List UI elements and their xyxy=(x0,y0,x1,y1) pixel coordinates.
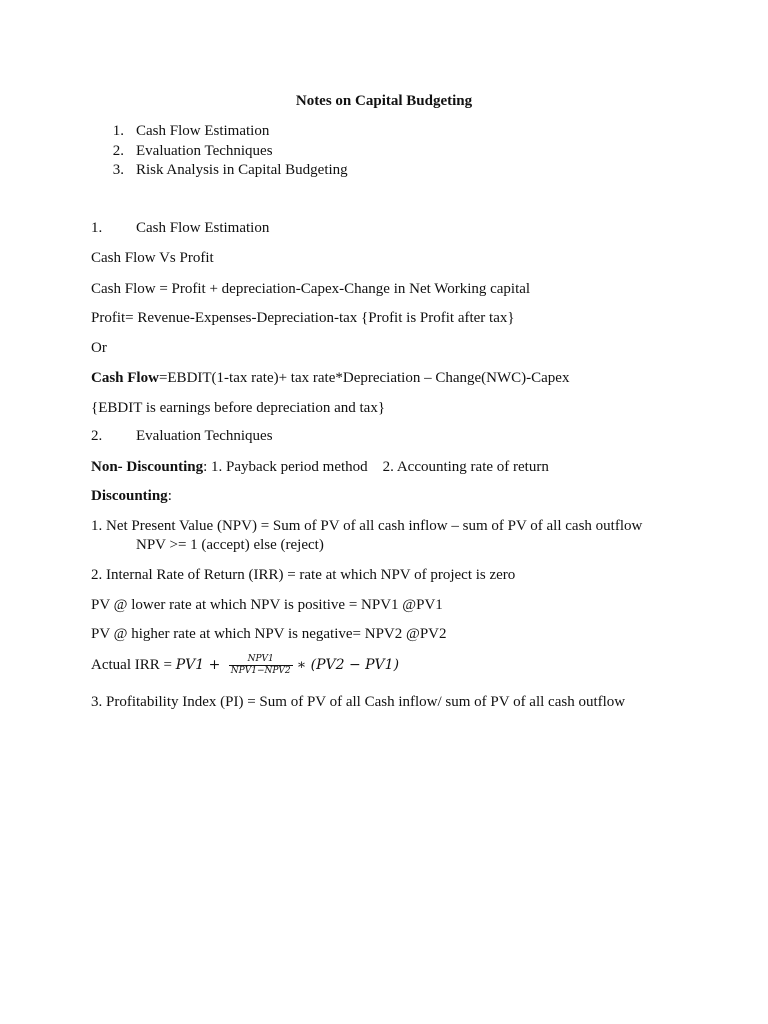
actual-irr-label: Actual IRR = xyxy=(91,657,176,673)
cash-flow-label: Cash Flow xyxy=(91,370,159,386)
profitability-index-definition: 3. Profitability Index (PI) = Sum of PV of all Cash inflow/ sum of PV of all cash outflow xyxy=(91,694,626,710)
irr-term-difference: ∗ (PV2 − PV1) xyxy=(296,657,400,673)
page-title: Notes on Capital Budgeting xyxy=(295,93,473,109)
irr-fraction-denominator: NPV1−NPV2 xyxy=(230,666,291,677)
toc-item-text: Evaluation Techniques xyxy=(136,143,273,159)
npv-rule: NPV >= 1 (accept) else (reject) xyxy=(136,537,324,553)
section-title: Evaluation Techniques xyxy=(136,428,273,444)
toc-item-number: 3. xyxy=(112,162,124,178)
section-number: 1. xyxy=(91,220,103,236)
toc-item-number: 2. xyxy=(112,143,124,159)
ebdit-note: {EBDIT is earnings before depreciation and tax} xyxy=(91,400,386,416)
actual-irr-formula xyxy=(91,651,399,679)
cash-flow-ebdit-formula xyxy=(91,369,569,387)
pv-higher-rate: PV @ higher rate at which NPV is negative= NPV2 @PV2 xyxy=(91,626,447,642)
section-number: 2. xyxy=(91,428,103,444)
non-discounting-line xyxy=(91,458,549,476)
irr-fraction-numerator: NPV1 xyxy=(229,654,293,666)
discounting-line xyxy=(91,487,172,505)
non-discounting-methods: : 1. Payback period method 2. Accounting rate of return xyxy=(203,459,549,475)
irr-term-pv1: PV1 + xyxy=(175,657,225,673)
cash-flow-ebdit-expression: =EBDIT(1-tax rate)+ tax rate*Depreciation – Change(NWC)-Capex xyxy=(158,370,570,386)
irr-fraction xyxy=(229,654,293,677)
cash-flow-formula: Cash Flow = Profit + depreciation-Capex-Change in Net Working capital xyxy=(91,281,531,297)
profit-formula: Profit= Revenue-Expenses-Depreciation-tax {Profit is Profit after tax} xyxy=(91,310,515,326)
toc-item-number: 1. xyxy=(112,123,124,139)
cash-flow-vs-profit: Cash Flow Vs Profit xyxy=(91,250,214,266)
discounting-label: Discounting xyxy=(91,488,168,504)
section-title: Cash Flow Estimation xyxy=(136,220,270,236)
non-discounting-label: Non- Discounting xyxy=(91,459,204,475)
pv-lower-rate: PV @ lower rate at which NPV is positive = NPV1 @PV1 xyxy=(91,597,443,613)
npv-definition: 1. Net Present Value (NPV) = Sum of PV of all cash inflow – sum of PV of all cash outflow xyxy=(91,518,643,534)
toc-item-text: Cash Flow Estimation xyxy=(136,123,270,139)
irr-definition: 2. Internal Rate of Return (IRR) = rate at which NPV of project is zero xyxy=(91,567,516,583)
toc-item-text: Risk Analysis in Capital Budgeting xyxy=(136,162,348,178)
or-text: Or xyxy=(91,340,107,356)
discounting-colon: : xyxy=(167,488,172,504)
